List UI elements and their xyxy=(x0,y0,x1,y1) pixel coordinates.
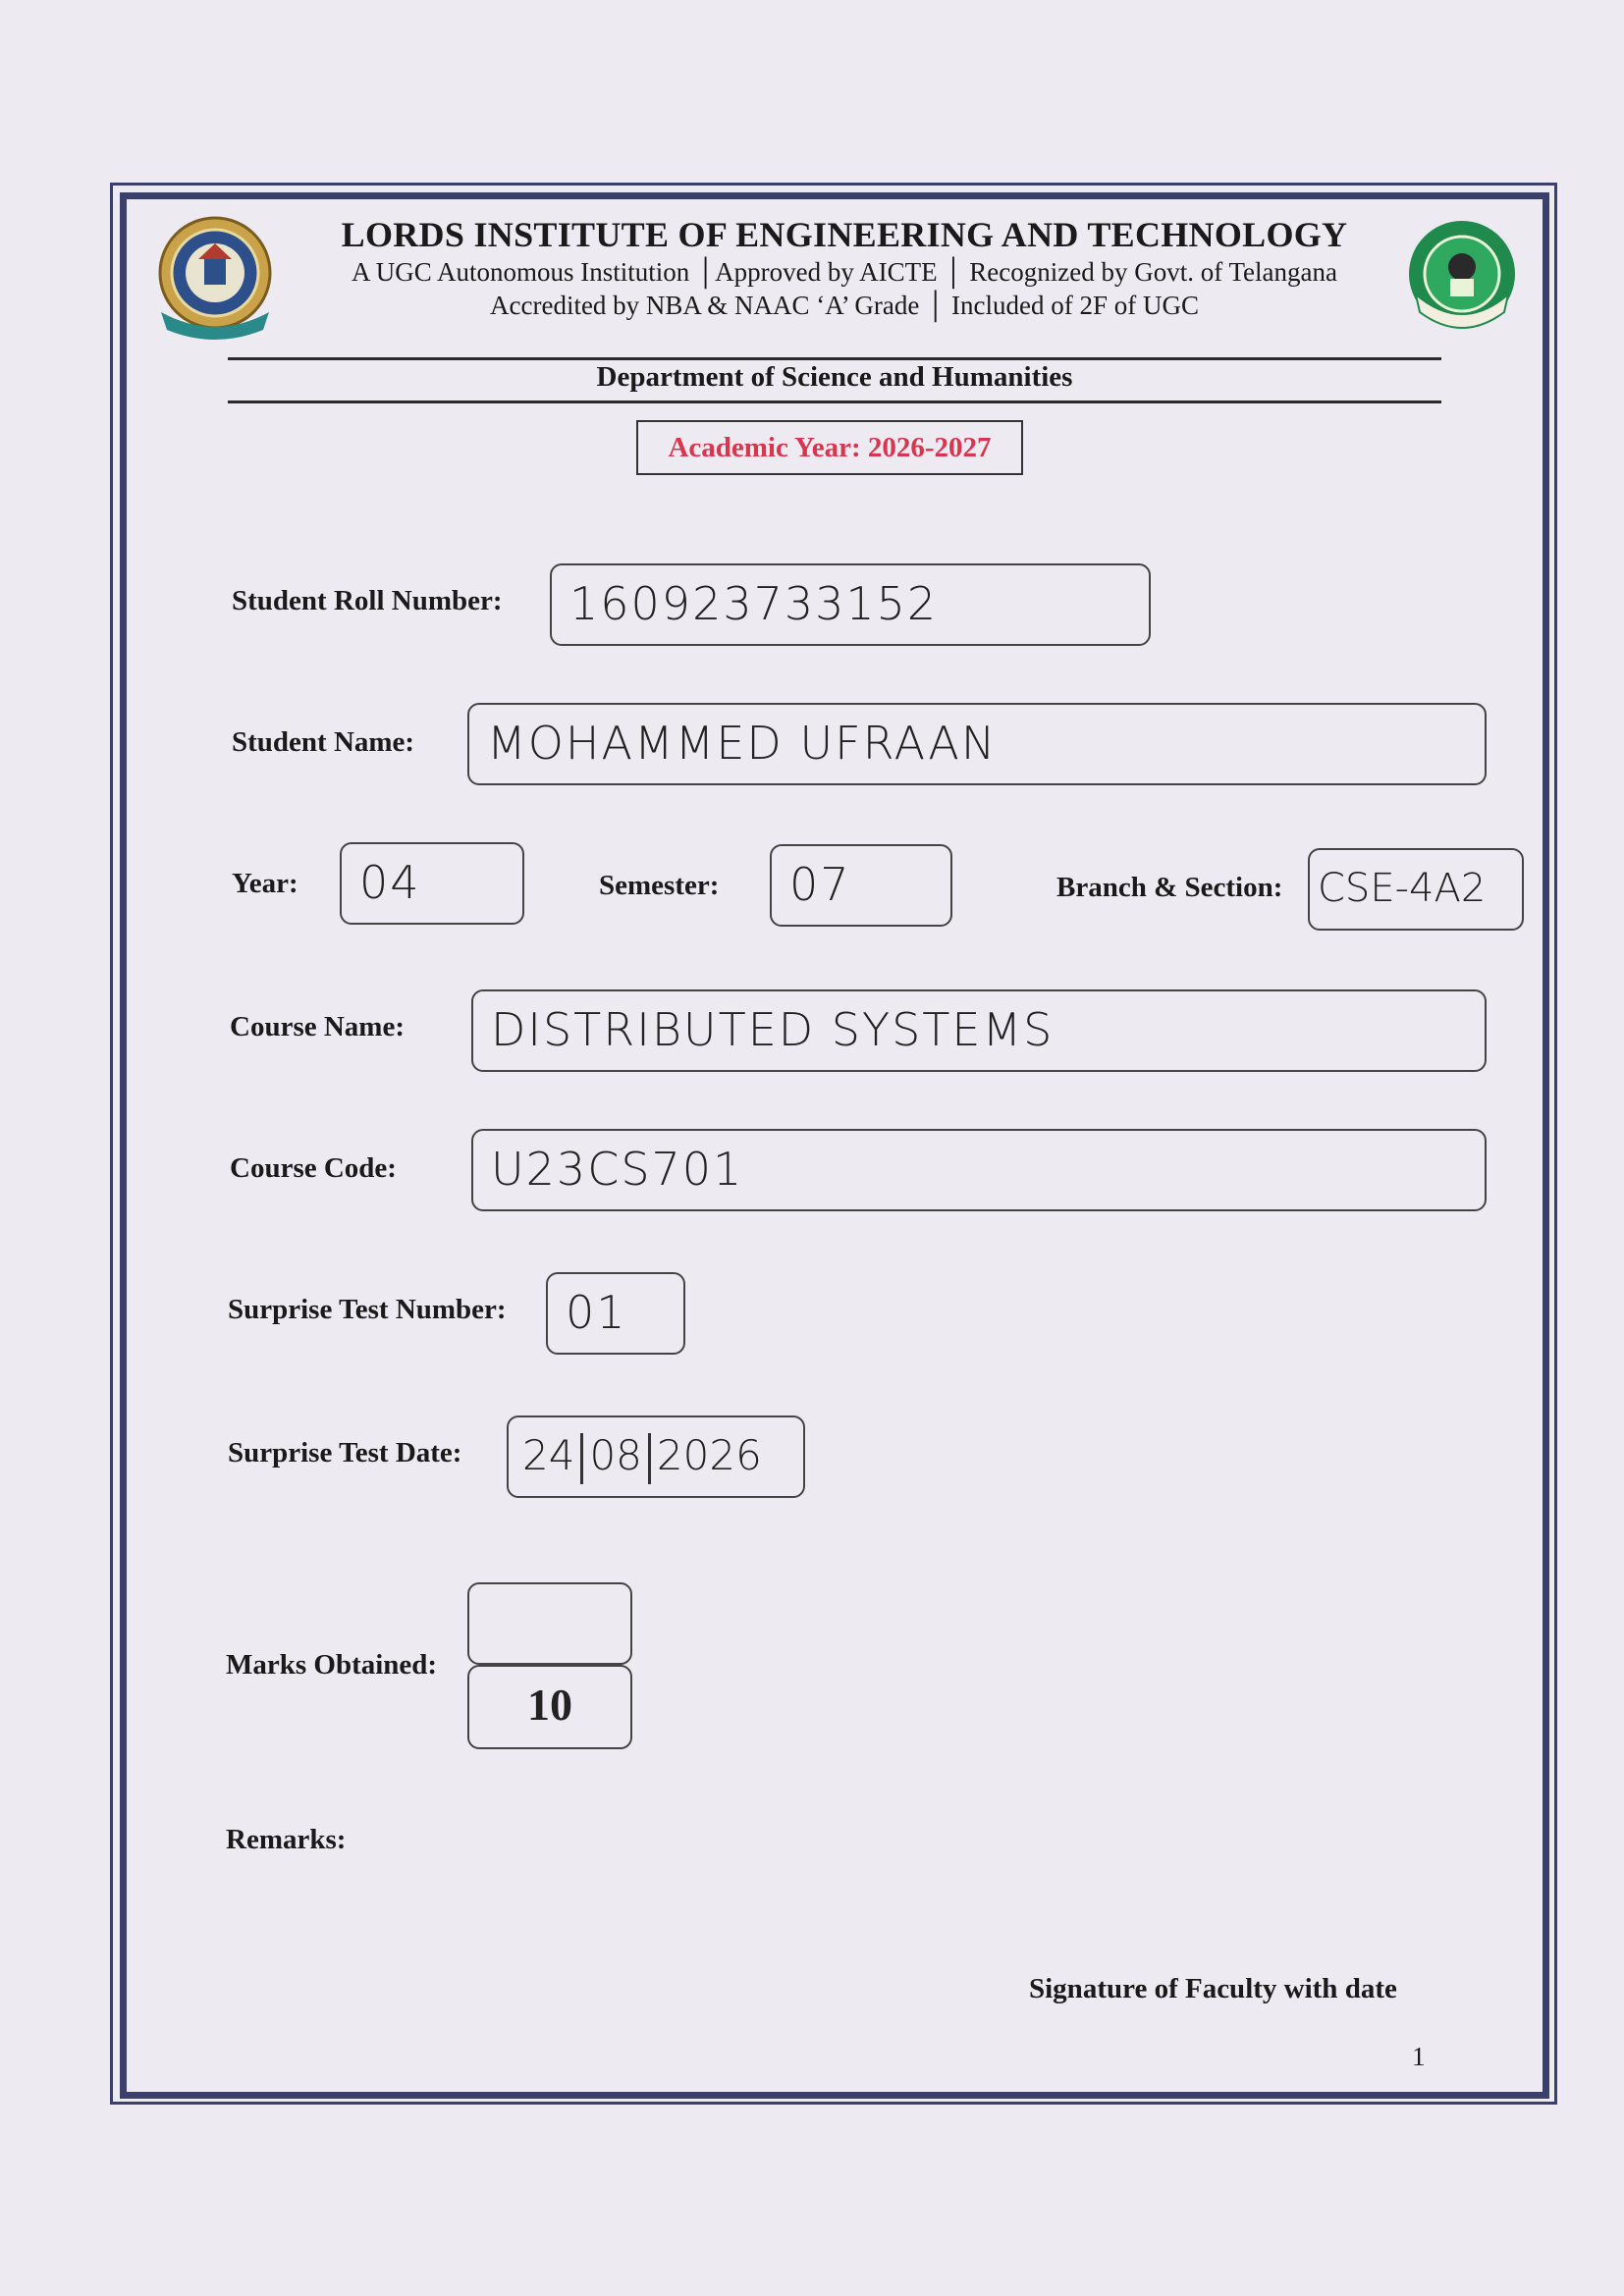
course-code-field[interactable]: U23CS701 xyxy=(471,1129,1487,1211)
header-rule-top xyxy=(228,357,1441,360)
institution-subtitle-1: A UGC Autonomous Institution │Approved by AICTE │ Recognized by Govt. of Telangana xyxy=(351,257,1337,287)
page-number: 1 xyxy=(1412,2042,1426,2071)
faculty-signature-label: Signature of Faculty with date xyxy=(1029,1973,1397,2004)
course-name-field[interactable]: DISTRIBUTED SYSTEMS xyxy=(471,989,1487,1072)
test-date-field[interactable] xyxy=(507,1415,805,1498)
test-number-label: Surprise Test Number: xyxy=(228,1294,507,1325)
academic-year-box: Academic Year: 2026-2027 xyxy=(636,420,1023,475)
institution-name: LORDS INSTITUTE OF ENGINEERING AND TECHNOLOGY xyxy=(341,215,1348,254)
date-separator-icon xyxy=(648,1433,651,1484)
marks-label: Marks Obtained: xyxy=(226,1649,438,1681)
remarks-label: Remarks: xyxy=(226,1824,347,1855)
test-date-month: 08 xyxy=(589,1431,642,1479)
student-name-field[interactable]: MOHAMMED UFRAAN xyxy=(467,703,1487,785)
course-name-label: Course Name: xyxy=(230,1011,405,1042)
test-date-label: Surprise Test Date: xyxy=(228,1437,462,1468)
semester-field[interactable]: 07 xyxy=(770,844,952,927)
branch-section-field[interactable]: CSE-4A2 xyxy=(1308,848,1524,931)
institution-emblem-icon xyxy=(155,214,275,342)
institution-subtitle-2: Accredited by NBA & NAAC ‘A’ Grade │ Included of 2F of UGC xyxy=(490,291,1199,320)
date-separator-icon xyxy=(580,1433,583,1484)
roll-number-label: Student Roll Number: xyxy=(232,585,503,616)
year-label: Year: xyxy=(232,868,298,899)
roll-number-field[interactable]: 160923733152 xyxy=(550,563,1151,646)
department-name: Department of Science and Humanities xyxy=(596,361,1073,393)
test-date-year: 2026 xyxy=(656,1431,762,1479)
marks-obtained-field[interactable] xyxy=(467,1582,632,1665)
semester-label: Semester: xyxy=(599,870,720,901)
header-rule-bottom xyxy=(228,400,1441,403)
year-field[interactable]: 04 xyxy=(340,842,524,925)
course-code-label: Course Code: xyxy=(230,1152,397,1184)
test-number-field[interactable]: 01 xyxy=(546,1272,685,1355)
test-date-day: 24 xyxy=(522,1431,575,1479)
student-name-label: Student Name: xyxy=(232,726,415,758)
marks-total-field: 10 xyxy=(467,1665,632,1749)
branch-section-label: Branch & Section: xyxy=(1056,872,1283,903)
